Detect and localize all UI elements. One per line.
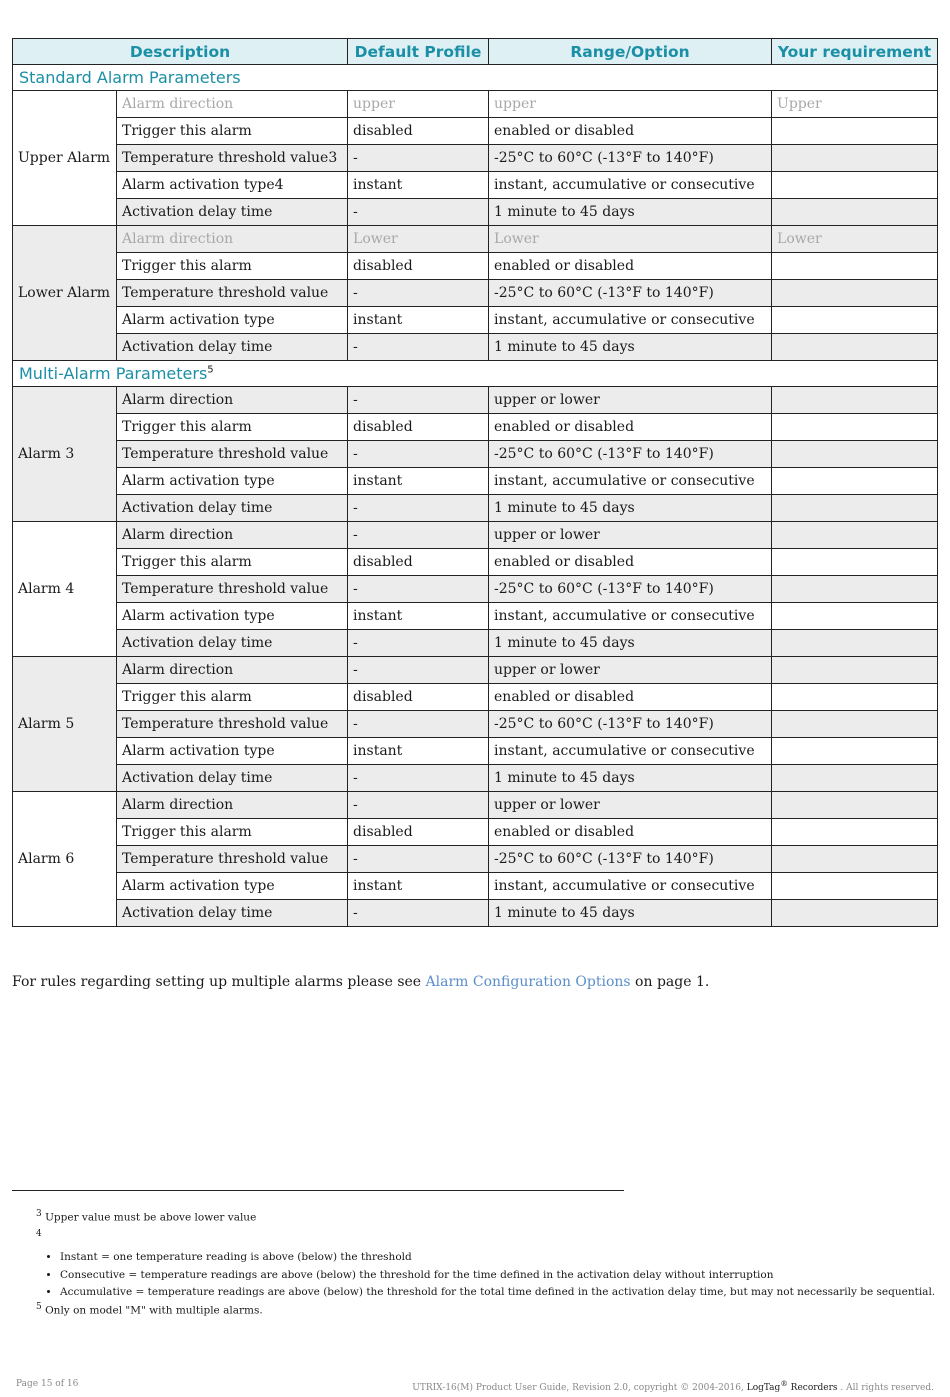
- range-option-cell: enabled or disabled: [489, 684, 772, 711]
- default-profile-cell: disabled: [348, 253, 489, 280]
- table-row: [13, 387, 938, 414]
- your-requirement-cell: [772, 145, 938, 172]
- alarm-configuration-link[interactable]: Alarm Configuration Options: [425, 974, 631, 990]
- your-requirement-cell: [772, 495, 938, 522]
- table-row: [13, 226, 938, 253]
- description-cell: Alarm direction: [117, 657, 348, 684]
- table-row: [13, 253, 938, 280]
- default-profile-cell: disabled: [348, 414, 489, 441]
- description-cell: Alarm activation type: [117, 738, 348, 765]
- table-row: [13, 280, 938, 307]
- default-profile-cell: disabled: [348, 684, 489, 711]
- section-title-text: Multi-Alarm Parameters: [19, 364, 208, 383]
- footnote-3-text: Upper value must be above lower value: [41, 1211, 257, 1224]
- description-cell: Trigger this alarm: [117, 414, 348, 441]
- table-row: [13, 846, 938, 873]
- table-row: [13, 684, 938, 711]
- your-requirement-cell: [772, 387, 938, 414]
- default-profile-cell: -: [348, 495, 489, 522]
- your-requirement-cell: [772, 900, 938, 927]
- footnote-3: [36, 1209, 256, 1224]
- footer-brand-suffix: Recorders: [787, 1383, 838, 1393]
- default-profile-cell: instant: [348, 873, 489, 900]
- default-profile-cell: instant: [348, 307, 489, 334]
- default-profile-cell: -: [348, 441, 489, 468]
- footer-doc-text: UTRIX-16(M) Product User Guide, Revision 2.0, copyright © 2004-2016,: [412, 1383, 747, 1393]
- range-option-cell: 1 minute to 45 days: [489, 765, 772, 792]
- footnote-5-text: Only on model "M" with multiple alarms.: [41, 1304, 263, 1317]
- description-cell: Temperature threshold value: [117, 441, 348, 468]
- default-profile-cell: instant: [348, 738, 489, 765]
- footnote-4-list: [40, 1249, 935, 1302]
- your-requirement-cell: Lower: [772, 226, 938, 253]
- your-requirement-cell: [772, 603, 938, 630]
- section-title: [13, 361, 938, 387]
- alarm-group-name: Alarm 6: [13, 792, 117, 927]
- table-row: [13, 199, 938, 226]
- table-row: [13, 711, 938, 738]
- header-your-requirement: Your requirement: [772, 39, 938, 65]
- table-row: [13, 765, 938, 792]
- table-row: [13, 900, 938, 927]
- table-row: [13, 495, 938, 522]
- table-row: [13, 468, 938, 495]
- description-cell: Trigger this alarm: [117, 549, 348, 576]
- your-requirement-cell: [772, 441, 938, 468]
- range-option-cell: instant, accumulative or consecutive: [489, 603, 772, 630]
- default-profile-cell: -: [348, 199, 489, 226]
- default-profile-cell: -: [348, 522, 489, 549]
- footnote-4: [36, 1229, 42, 1244]
- footnote-5: [36, 1302, 263, 1317]
- multiple-alarms-note: [12, 974, 709, 990]
- header-default-profile: Default Profile: [348, 39, 489, 65]
- table-row: [13, 792, 938, 819]
- description-cell: Activation delay time: [117, 765, 348, 792]
- footnote-4-item-accumulative: • Accumulative = temperature readings are above (below) the threshold for the total time defined in the activation delay time, but may not necessarily be sequential.: [60, 1284, 935, 1302]
- range-option-cell: 1 minute to 45 days: [489, 630, 772, 657]
- default-profile-cell: -: [348, 900, 489, 927]
- range-option-cell: -25°C to 60°C (-13°F to 140°F): [489, 576, 772, 603]
- default-profile-cell: -: [348, 280, 489, 307]
- note-text-after: on page 1.: [630, 974, 710, 990]
- table-row: [13, 576, 938, 603]
- table-row: [13, 441, 938, 468]
- table-row: [13, 334, 938, 361]
- range-option-cell: upper: [489, 91, 772, 118]
- default-profile-cell: -: [348, 792, 489, 819]
- default-profile-cell: upper: [348, 91, 489, 118]
- your-requirement-cell: [772, 630, 938, 657]
- default-profile-cell: -: [348, 711, 489, 738]
- range-option-cell: enabled or disabled: [489, 819, 772, 846]
- range-option-cell: Lower: [489, 226, 772, 253]
- header-description: Description: [13, 39, 348, 65]
- document-footer: [412, 1379, 934, 1393]
- default-profile-cell: Lower: [348, 226, 489, 253]
- header-range-option: Range/Option: [489, 39, 772, 65]
- table-header-row: [13, 39, 938, 65]
- table-body: [13, 65, 938, 927]
- table-row: [13, 118, 938, 145]
- section-header-row: [13, 65, 938, 91]
- range-option-cell: upper or lower: [489, 792, 772, 819]
- your-requirement-cell: [772, 307, 938, 334]
- range-option-cell: -25°C to 60°C (-13°F to 140°F): [489, 846, 772, 873]
- range-option-cell: upper or lower: [489, 387, 772, 414]
- default-profile-cell: disabled: [348, 549, 489, 576]
- description-cell: Alarm activation type: [117, 307, 348, 334]
- table-row: [13, 819, 938, 846]
- footer-rights: . All rights reserved.: [837, 1383, 934, 1393]
- footnote-divider: [12, 1190, 624, 1191]
- your-requirement-cell: [772, 414, 938, 441]
- range-option-cell: 1 minute to 45 days: [489, 900, 772, 927]
- range-option-cell: 1 minute to 45 days: [489, 199, 772, 226]
- your-requirement-cell: [772, 468, 938, 495]
- your-requirement-cell: [772, 765, 938, 792]
- range-option-cell: -25°C to 60°C (-13°F to 140°F): [489, 280, 772, 307]
- range-option-cell: enabled or disabled: [489, 118, 772, 145]
- table-row: [13, 91, 938, 118]
- description-cell: Alarm direction: [117, 792, 348, 819]
- your-requirement-cell: [772, 738, 938, 765]
- description-cell: Alarm direction: [117, 522, 348, 549]
- default-profile-cell: instant: [348, 603, 489, 630]
- your-requirement-cell: [772, 576, 938, 603]
- range-option-cell: instant, accumulative or consecutive: [489, 172, 772, 199]
- footnote-5-mark: 5: [36, 1302, 42, 1312]
- section-title: [13, 65, 938, 91]
- page-number: Page 15 of 16: [16, 1379, 79, 1389]
- description-cell: Trigger this alarm: [117, 684, 348, 711]
- table-row: [13, 145, 938, 172]
- default-profile-cell: -: [348, 846, 489, 873]
- description-cell: Temperature threshold value: [117, 280, 348, 307]
- range-option-cell: instant, accumulative or consecutive: [489, 468, 772, 495]
- description-cell: Alarm direction: [117, 226, 348, 253]
- default-profile-cell: instant: [348, 468, 489, 495]
- footer-brand-registered: ®: [780, 1379, 788, 1388]
- footnote-4-mark: 4: [36, 1229, 42, 1239]
- range-option-cell: -25°C to 60°C (-13°F to 140°F): [489, 711, 772, 738]
- section-title-footnote-mark: 5: [207, 364, 214, 376]
- your-requirement-cell: [772, 522, 938, 549]
- table-row: [13, 414, 938, 441]
- range-option-cell: -25°C to 60°C (-13°F to 140°F): [489, 441, 772, 468]
- table-row: [13, 873, 938, 900]
- footnote-4-item-instant: • Instant = one temperature reading is above (below) the threshold: [60, 1249, 935, 1267]
- range-option-cell: 1 minute to 45 days: [489, 495, 772, 522]
- description-cell: Trigger this alarm: [117, 118, 348, 145]
- your-requirement-cell: [772, 792, 938, 819]
- table-row: [13, 307, 938, 334]
- description-cell: Alarm direction: [117, 387, 348, 414]
- section-title-text: Standard Alarm Parameters: [19, 68, 241, 87]
- default-profile-cell: -: [348, 387, 489, 414]
- table-row: [13, 657, 938, 684]
- description-cell: Alarm direction: [117, 91, 348, 118]
- range-option-cell: instant, accumulative or consecutive: [489, 307, 772, 334]
- your-requirement-cell: [772, 199, 938, 226]
- description-cell: Trigger this alarm: [117, 253, 348, 280]
- your-requirement-cell: [772, 846, 938, 873]
- description-cell: Activation delay time: [117, 199, 348, 226]
- your-requirement-cell: [772, 684, 938, 711]
- description-cell: Alarm activation type: [117, 468, 348, 495]
- alarm-group-name: Alarm 3: [13, 387, 117, 522]
- default-profile-cell: -: [348, 657, 489, 684]
- description-cell: Activation delay time: [117, 900, 348, 927]
- your-requirement-cell: [772, 118, 938, 145]
- description-cell: Activation delay time: [117, 630, 348, 657]
- default-profile-cell: -: [348, 630, 489, 657]
- your-requirement-cell: [772, 549, 938, 576]
- footnote-4-item-consecutive: • Consecutive = temperature readings are above (below) the threshold for the time defined in the activation delay without interruption: [60, 1267, 935, 1285]
- default-profile-cell: -: [348, 765, 489, 792]
- description-cell: Trigger this alarm: [117, 819, 348, 846]
- table-row: [13, 549, 938, 576]
- range-option-cell: enabled or disabled: [489, 549, 772, 576]
- your-requirement-cell: [772, 657, 938, 684]
- description-cell: Temperature threshold value3: [117, 145, 348, 172]
- your-requirement-cell: [772, 334, 938, 361]
- range-option-cell: instant, accumulative or consecutive: [489, 738, 772, 765]
- your-requirement-cell: [772, 172, 938, 199]
- your-requirement-cell: [772, 280, 938, 307]
- range-option-cell: -25°C to 60°C (-13°F to 140°F): [489, 145, 772, 172]
- alarm-group-name: Alarm 4: [13, 522, 117, 657]
- range-option-cell: instant, accumulative or consecutive: [489, 873, 772, 900]
- your-requirement-cell: Upper: [772, 91, 938, 118]
- description-cell: Temperature threshold value: [117, 711, 348, 738]
- note-text-before: For rules regarding setting up multiple alarms please see: [12, 974, 426, 990]
- default-profile-cell: -: [348, 334, 489, 361]
- description-cell: Activation delay time: [117, 334, 348, 361]
- description-cell: Alarm activation type: [117, 873, 348, 900]
- default-profile-cell: -: [348, 576, 489, 603]
- default-profile-cell: -: [348, 145, 489, 172]
- your-requirement-cell: [772, 711, 938, 738]
- table-row: [13, 738, 938, 765]
- description-cell: Temperature threshold value: [117, 576, 348, 603]
- description-cell: Alarm activation type4: [117, 172, 348, 199]
- alarm-group-name: Lower Alarm: [13, 226, 117, 361]
- range-option-cell: enabled or disabled: [489, 414, 772, 441]
- alarm-group-name: Alarm 5: [13, 657, 117, 792]
- table-row: [13, 172, 938, 199]
- alarm-group-name: Upper Alarm: [13, 91, 117, 226]
- default-profile-cell: instant: [348, 172, 489, 199]
- description-cell: Alarm activation type: [117, 603, 348, 630]
- range-option-cell: 1 minute to 45 days: [489, 334, 772, 361]
- alarm-parameters-table: [12, 38, 938, 927]
- range-option-cell: enabled or disabled: [489, 253, 772, 280]
- section-header-row: [13, 361, 938, 387]
- your-requirement-cell: [772, 873, 938, 900]
- range-option-cell: upper or lower: [489, 657, 772, 684]
- footer-brand: LogTag: [746, 1383, 781, 1393]
- description-cell: Activation delay time: [117, 495, 348, 522]
- default-profile-cell: disabled: [348, 819, 489, 846]
- description-cell: Temperature threshold value: [117, 846, 348, 873]
- range-option-cell: upper or lower: [489, 522, 772, 549]
- table-row: [13, 630, 938, 657]
- your-requirement-cell: [772, 819, 938, 846]
- default-profile-cell: disabled: [348, 118, 489, 145]
- table-row: [13, 603, 938, 630]
- footnote-3-mark: 3: [36, 1209, 42, 1219]
- table-row: [13, 522, 938, 549]
- your-requirement-cell: [772, 253, 938, 280]
